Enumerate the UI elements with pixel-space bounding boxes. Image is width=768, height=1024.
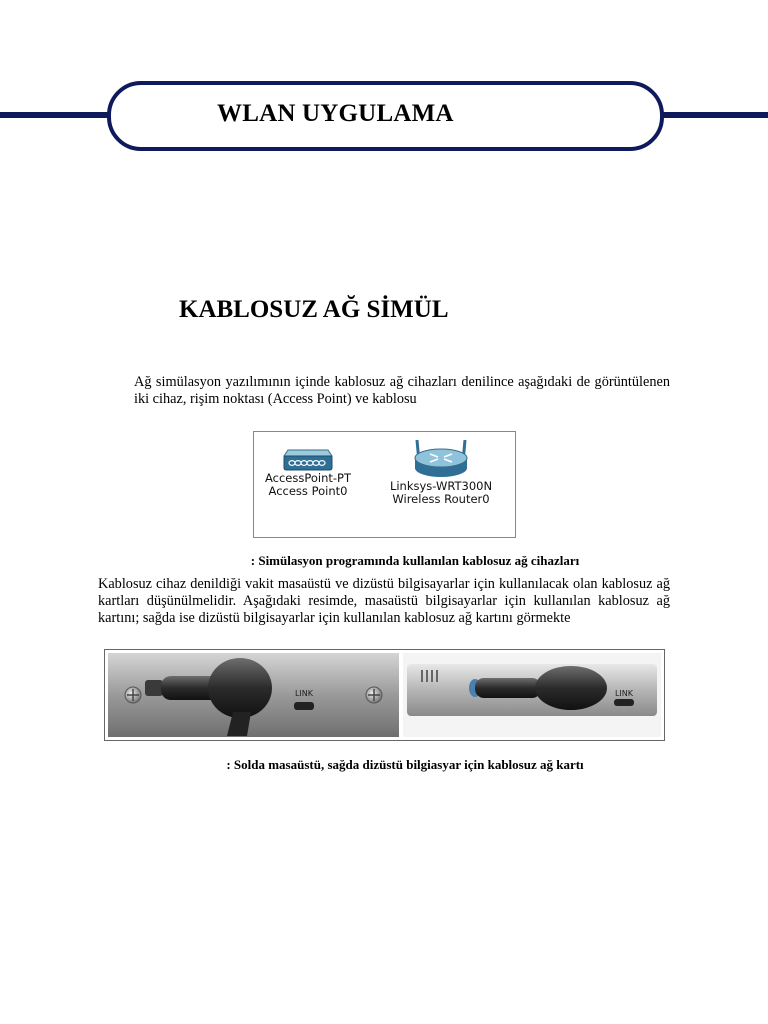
desktop-card-link-label: LINK bbox=[294, 689, 314, 698]
laptop-card-link-label: LINK bbox=[614, 689, 634, 698]
device-name-label: Access Point0 bbox=[268, 484, 348, 498]
figure-caption-cards: : Solda masaüstü, sağda dizüstü bilgiasyar için kablosuz ağ kartı bbox=[226, 757, 584, 772]
section-title: KABLOSUZ AĞ SİMÜL bbox=[179, 296, 449, 323]
figure-caption-devices: : Simülasyon programında kullanılan kablosuz ağ cihazları bbox=[250, 553, 580, 568]
wireless-router-icon bbox=[413, 438, 469, 478]
device-name-label: Wireless Router0 bbox=[392, 492, 490, 506]
wireless-cards-figure bbox=[104, 649, 665, 741]
devices-figure bbox=[253, 431, 516, 538]
intro-paragraph: Ağ simülasyon yazılımının içinde kablosuz ağ cihazları denilince aşağıdaki de görüntülenen iki cihaz, rişim noktası (Access Point) ve kablosu bbox=[134, 374, 670, 407]
access-point-icon bbox=[283, 448, 333, 472]
page-title: WLAN UYGULAMA bbox=[217, 100, 454, 127]
desktop-wireless-card-icon bbox=[108, 653, 399, 737]
device-wireless-router bbox=[380, 480, 502, 506]
device-access-point bbox=[258, 472, 358, 498]
device-model-label: AccessPoint-PT bbox=[264, 471, 352, 485]
device-model-label: Linksys-WRT300N bbox=[389, 479, 493, 493]
header-rule-right bbox=[656, 112, 768, 118]
header-rule-left bbox=[0, 112, 112, 118]
wireless-cards-image bbox=[105, 650, 664, 740]
body-paragraph: Kablosuz cihaz denildiği vakit masaüstü ve dizüstü bilgisayarlar için kullanılacak olan kablosuz ağ kartları düşünülmelidir. Aşağıdaki resimde, masaüstü bilgisayarlar için kullanılan kablosuz ağ kartını; sağda ise dizüstü bilgisayarlar için kullanılan kablosuz ağ kartını görmekte bbox=[98, 576, 670, 626]
